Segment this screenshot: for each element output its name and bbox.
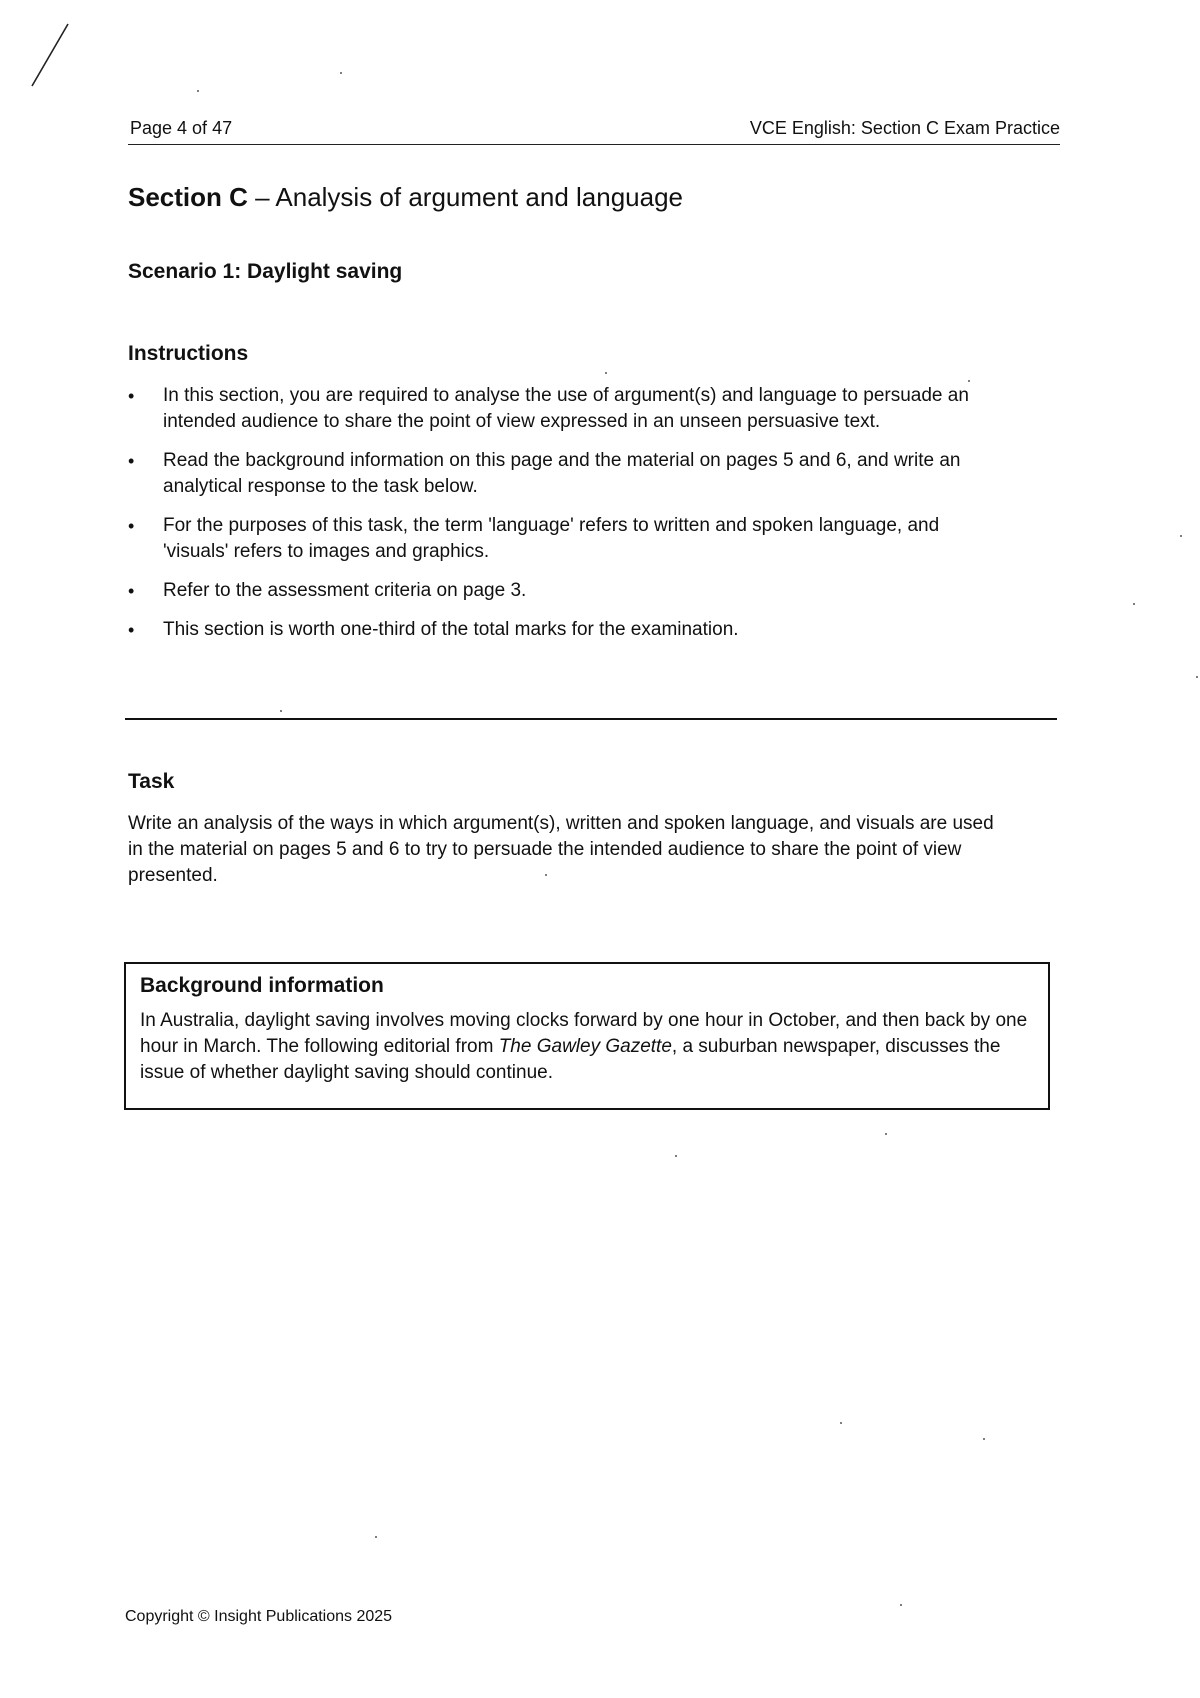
page-header — [128, 116, 1060, 145]
background-text-after: , a suburban newspaper, discusses the issue of whether daylight saving should continue. — [140, 1036, 1001, 1083]
list-item — [128, 513, 1008, 565]
background-heading: Background information — [140, 974, 384, 997]
task-text: Write an analysis of the ways in which argument(s), written and spoken language, and visuals are used in the material on pages 5 and 6 to try to persuade the intended audience to share the point of view presented. — [128, 813, 994, 886]
scan-speck — [885, 1133, 887, 1135]
document-title: VCE English: Section C Exam Practice — [749, 118, 1060, 138]
scan-speck — [197, 90, 199, 92]
copyright-footer: Copyright © Insight Publications 2025 — [125, 1608, 393, 1625]
section-title-rest: – Analysis of argument and language — [247, 182, 684, 212]
page-number: Page 4 of 47 — [130, 118, 233, 138]
pen-stroke-mark — [20, 20, 80, 90]
list-item — [128, 578, 1008, 604]
list-item — [128, 617, 1008, 643]
section-title — [128, 182, 683, 213]
bullet-icon: • — [128, 386, 135, 406]
scan-speck — [1196, 676, 1198, 678]
section-divider — [125, 718, 1057, 720]
section-title-bold: Section C — [128, 182, 248, 212]
list-item-text: This section is worth one-third of the total marks for the examination. — [163, 619, 739, 640]
bullet-icon: • — [128, 451, 135, 471]
scan-speck — [545, 874, 547, 876]
list-item-text: In this section, you are required to analyse the use of argument(s) and language to persuade an intended audience to share the point of view expressed in an unseen persuasive text. — [163, 385, 969, 432]
background-info-box — [124, 962, 1050, 1110]
background-text — [140, 1008, 1034, 1086]
scan-speck — [675, 1155, 677, 1157]
instructions-heading: Instructions — [128, 342, 249, 365]
bullet-icon: • — [128, 620, 135, 640]
list-item-text: Read the background information on this page and the material on pages 5 and 6, and write an analytical response to the task below. — [163, 450, 961, 497]
scenario-title: Scenario 1: Daylight saving — [128, 260, 403, 283]
instructions-list — [128, 383, 1008, 656]
list-item-text: Refer to the assessment criteria on page 3. — [163, 580, 527, 601]
scan-speck — [605, 372, 607, 374]
scan-speck — [968, 380, 970, 382]
scan-speck — [280, 710, 282, 712]
scan-speck — [840, 1422, 842, 1424]
scan-speck — [900, 1604, 902, 1606]
bullet-icon: • — [128, 581, 135, 601]
list-item — [128, 383, 1008, 435]
scan-speck — [1180, 535, 1182, 537]
background-text-before: In Australia, daylight saving involves moving clocks forward by one hour in October, and then back by one hour in March. The following editorial from — [140, 1010, 1028, 1057]
list-item — [128, 448, 1008, 500]
task-heading: Task — [128, 770, 175, 793]
scan-speck — [375, 1536, 377, 1538]
scan-speck — [340, 72, 342, 74]
scan-speck — [983, 1438, 985, 1440]
publication-name: The Gawley Gazette — [498, 1036, 672, 1057]
scan-speck — [1133, 603, 1135, 605]
list-item-text: For the purposes of this task, the term 'language' refers to written and spoken language, and 'visuals' refers to images and graphics. — [163, 515, 940, 562]
bullet-icon: • — [128, 516, 135, 536]
